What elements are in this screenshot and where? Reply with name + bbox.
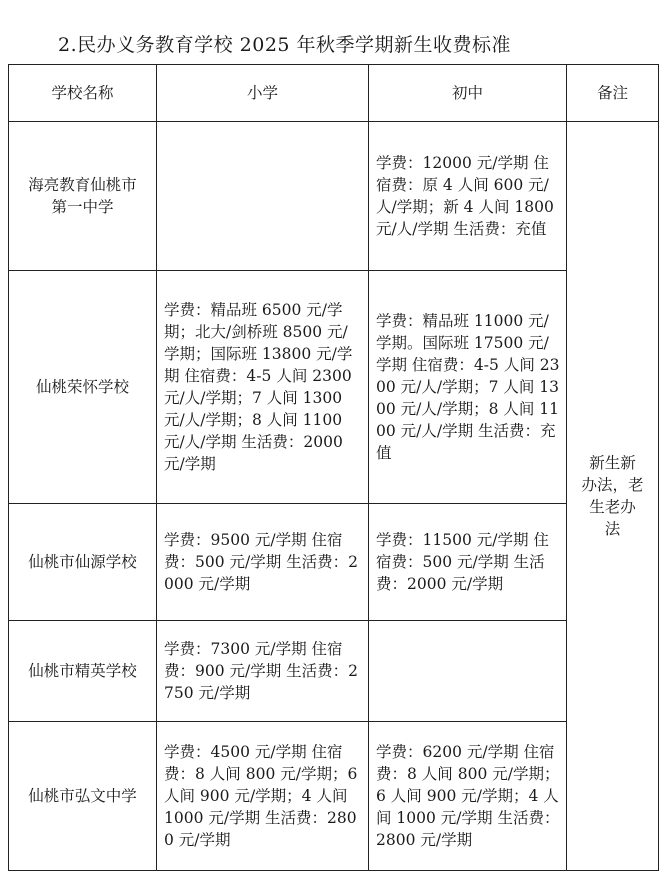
middle-fee-cell: 学费：11500 元/学期 住宿费：500 元/学期 生活费：2000 元/学期 bbox=[369, 504, 567, 621]
school-name-line: 仙桃市仙源学校 bbox=[28, 553, 137, 571]
middle-fee-cell: 学费：精品班 11000 元/学期。国际班 17500 元/学期 住宿费：4-5 人间 2300 元/人/学期；7 人间 1300 元/人/学期；8 人间 1100 元/人/学期 生活费：充值 bbox=[369, 271, 567, 504]
school-name-cell bbox=[9, 271, 157, 504]
fee-table bbox=[8, 64, 659, 871]
middle-fee-cell bbox=[369, 621, 567, 722]
header-primary: 小学 bbox=[157, 65, 369, 122]
school-name-cell bbox=[9, 504, 157, 621]
note-line: 法 bbox=[604, 520, 621, 538]
school-name-cell bbox=[9, 621, 157, 722]
table-row bbox=[9, 271, 659, 504]
table-row bbox=[9, 722, 659, 871]
header-school-name: 学校名称 bbox=[9, 65, 157, 122]
primary-fee-cell: 学费：9500 元/学期 住宿费：500 元/学期 生活费：2000 元/学期 bbox=[157, 504, 369, 621]
school-name-line: 海亮教育仙桃市 bbox=[28, 176, 137, 194]
header-note: 备注 bbox=[567, 65, 659, 122]
header-middle: 初中 bbox=[369, 65, 567, 122]
primary-fee-cell bbox=[157, 122, 369, 271]
school-name-line: 仙桃市精英学校 bbox=[28, 662, 137, 680]
table-row bbox=[9, 122, 659, 271]
middle-fee-cell: 学费：6200 元/学期 住宿费：8 人间 800 元/学期；6 人间 900 元/学期；4 人间 1000 元/学期 生活费：2800 元/学期 bbox=[369, 722, 567, 871]
document-title: 2.民办义务教育学校 2025 年秋季学期新生收费标准 bbox=[58, 34, 512, 56]
note-cell bbox=[567, 122, 659, 871]
school-name-line: 仙桃荣怀学校 bbox=[35, 378, 129, 396]
table-row bbox=[9, 621, 659, 722]
school-name-cell bbox=[9, 722, 157, 871]
school-name-line: 仙桃市弘文中学 bbox=[28, 787, 137, 805]
primary-fee-cell: 学费：7300 元/学期 住宿费：900 元/学期 生活费：2750 元/学期 bbox=[157, 621, 369, 722]
primary-fee-cell: 学费：精品班 6500 元/学期；北大/剑桥班 8500 元/学期；国际班 13800 元/学期 住宿费：4-5 人间 2300 元/人/学期；7 人间 1300 元/人/学期；8 人间 1100 元/人/学期 生活费：2000 元/学期 bbox=[157, 271, 369, 504]
table-row bbox=[9, 504, 659, 621]
table-header-row bbox=[9, 65, 659, 122]
note-line: 办法，老 bbox=[581, 476, 644, 494]
primary-fee-cell: 学费：4500 元/学期 住宿费：8 人间 800 元/学期；6 人间 900 元/学期；4 人间 1000 元/学期 生活费：2800 元/学期 bbox=[157, 722, 369, 871]
school-name-cell bbox=[9, 122, 157, 271]
middle-fee-cell: 学费：12000 元/学期 住宿费：原 4 人间 600 元/人/学期；新 4 人间 1800 元/人/学期 生活费：充值 bbox=[369, 122, 567, 271]
note-line: 新生新 bbox=[589, 454, 636, 472]
school-name-line: 第一中学 bbox=[51, 198, 114, 216]
note-line: 生老办 bbox=[589, 498, 636, 516]
